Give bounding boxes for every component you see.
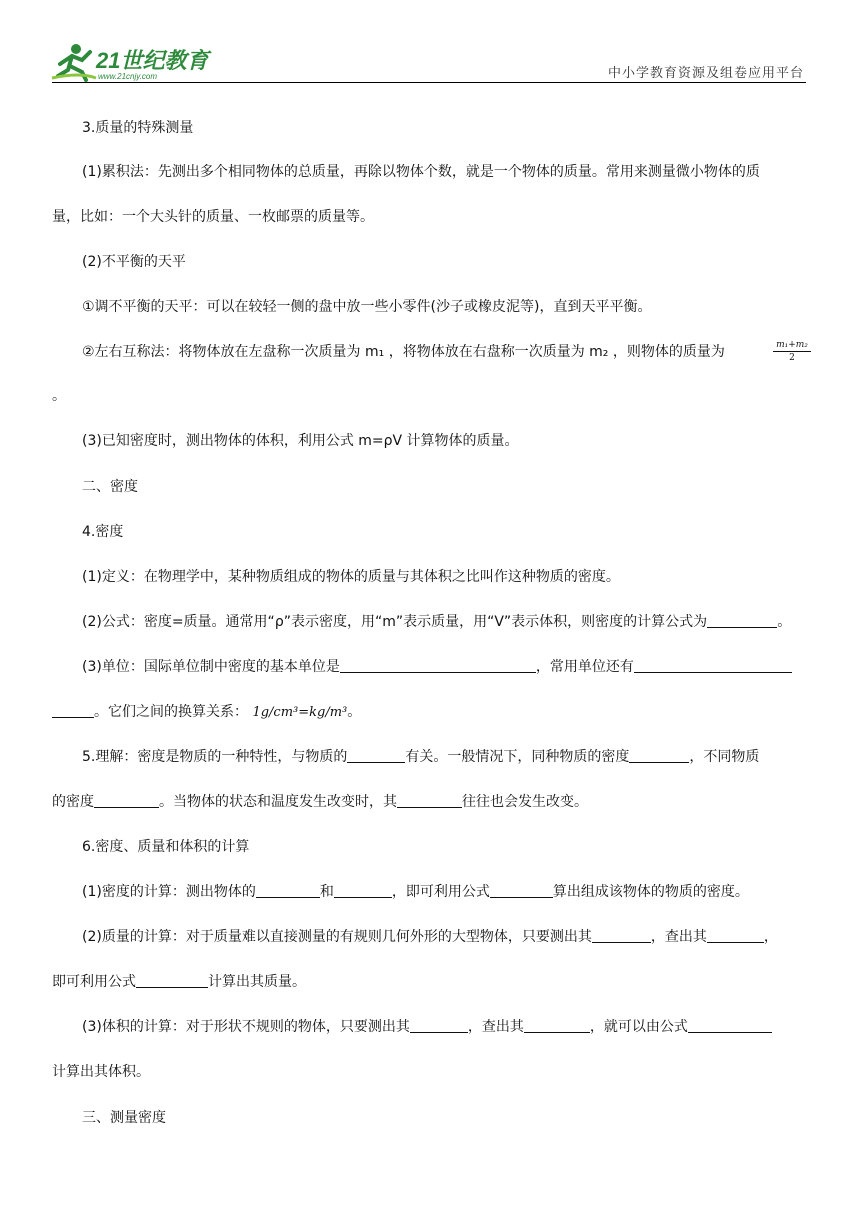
section-6-title: 6.密度、质量和体积的计算 xyxy=(82,839,250,855)
blank-mass-lookup[interactable] xyxy=(707,927,764,943)
blank-common-unit[interactable] xyxy=(634,657,792,673)
runner-icon xyxy=(52,44,96,80)
blank-measure-2[interactable] xyxy=(334,882,392,898)
s3-p3: (3)已知密度时，测出物体的体积，利用公式 m=ρV 计算物体的质量。 xyxy=(82,433,519,449)
blank-changes[interactable] xyxy=(397,792,462,808)
s6-p1-text-2: 和 xyxy=(319,884,334,900)
blank-diff-density[interactable] xyxy=(94,792,159,808)
blank-volume-measure[interactable] xyxy=(410,1017,468,1033)
blank-volume-formula[interactable] xyxy=(688,1017,772,1033)
blank-related[interactable] xyxy=(347,747,405,763)
s3-p1-line2: 量，比如：一个大头针的质量、一枚邮票的质量等。 xyxy=(52,209,374,225)
section-4-title: 4.密度 xyxy=(82,524,124,540)
s4-definition: (1)定义：在物理学中，某种物质组成的物体的质量与其体积之比叫作这种物质的密度。 xyxy=(82,569,620,585)
s3-p2-item1: ①调不平衡的天平：可以在较轻一侧的盘中放一些小零件(沙子或橡皮泥等)，直到天平平衡。 xyxy=(82,299,652,315)
s4-unit-line1 xyxy=(82,657,792,677)
s5-text-5: 。当物体的状态和温度发生改变时，其 xyxy=(159,794,397,810)
blank-mass-measure[interactable] xyxy=(592,927,651,943)
s6-p2-text-2: ，查出其 xyxy=(650,929,707,945)
header-divider xyxy=(52,82,806,83)
conversion-formula: 1g/cm³=kg/m³ xyxy=(252,705,348,720)
s6-p1-text-4: 算出组成该物体的物质的密度。 xyxy=(552,884,749,900)
part-2-heading: 二、密度 xyxy=(82,479,138,495)
blank-formula[interactable] xyxy=(707,612,777,628)
s4-unit-line2 xyxy=(52,702,361,723)
fraction-numerator: m₁+m₂ xyxy=(773,340,811,352)
logo-text: 21世纪教育 xyxy=(96,48,209,73)
s4-unit-mid: ，常用单位还有 xyxy=(535,659,634,675)
s5-text-4: 的密度 xyxy=(52,794,94,810)
blank-mass-formula[interactable] xyxy=(136,972,208,988)
s6-p2-text-1: (2)质量的计算：对于质量难以直接测量的有规则几何外形的大型物体，只要测出其 xyxy=(82,929,592,945)
s6-p1 xyxy=(82,882,749,902)
logo xyxy=(50,42,230,82)
part-3-heading: 三、测量密度 xyxy=(82,1110,166,1126)
fraction-denominator: 2 xyxy=(789,353,795,363)
s6-p3-text-1: (3)体积的计算：对于形状不规则的物体，只要测出其 xyxy=(82,1019,410,1035)
s3-p2-item2: ②左右互称法：将物体放在左盘称一次质量为 m₁ ，将物体放在右盘称一次质量为 m₂ ，则物体的质量为 xyxy=(82,344,725,360)
blank-common-unit-cont[interactable] xyxy=(52,702,94,718)
blank-volume-lookup[interactable] xyxy=(524,1017,590,1033)
s3-p1-line1: (1)累积法：先测出多个相同物体的总质量，再除以物体个数，就是一个物体的质量。常用来测量微小物体的质 xyxy=(82,164,760,180)
platform-name: 中小学教育资源及组卷应用平台 xyxy=(607,66,804,81)
s6-p2-text-5: 计算出其质量。 xyxy=(208,974,306,990)
s5-text-6: 往往也会发生改变。 xyxy=(462,794,588,810)
s6-p2-text-3: ， xyxy=(763,929,778,945)
s4-formula-text: (2)公式：密度=质量。通常用“ρ”表示密度，用“m”表示质量，用“V”表示体积，则密度的计算公式为 xyxy=(82,614,708,630)
s3-p2-heading: (2)不平衡的天平 xyxy=(82,254,186,270)
section-3-title: 3.质量的特殊测量 xyxy=(82,120,194,136)
s4-formula-end: 。 xyxy=(777,614,792,630)
s6-p3-line2: 计算出其体积。 xyxy=(52,1064,150,1080)
s5-text-3: ，不同物质 xyxy=(689,749,760,765)
s5-line2 xyxy=(52,792,588,812)
blank-si-unit[interactable] xyxy=(340,657,536,673)
s5-line1 xyxy=(82,747,759,767)
s4-unit-text: (3)单位：国际单位制中密度的基本单位是 xyxy=(82,659,340,675)
s6-p2-line1 xyxy=(82,927,778,947)
mass-fraction xyxy=(773,340,811,364)
blank-measure-1[interactable] xyxy=(256,882,320,898)
conversion-end: 。 xyxy=(347,704,362,720)
s6-p1-text-3: ，即可利用公式 xyxy=(391,884,490,900)
s6-p3-text-3: ，就可以由公式 xyxy=(589,1019,688,1035)
blank-density-formula[interactable] xyxy=(490,882,553,898)
logo-url: www.21cnjy.com xyxy=(98,72,157,81)
s6-p1-text-1: (1)密度的计算：测出物体的 xyxy=(82,884,256,900)
s6-p2-text-4: 即可利用公式 xyxy=(52,974,136,990)
s5-text-1: 5.理解：密度是物质的一种特性，与物质的 xyxy=(82,749,348,765)
s5-text-2: 有关。一般情况下，同种物质的密度 xyxy=(405,749,630,765)
s4-conversion-text: 。它们之间的换算关系： xyxy=(94,704,248,720)
s4-formula-line xyxy=(82,612,791,632)
s6-p3-line1 xyxy=(82,1017,772,1037)
s3-p2-end: 。 xyxy=(52,388,66,404)
s6-p2-line2 xyxy=(52,972,306,992)
s6-p3-text-2: ，查出其 xyxy=(467,1019,524,1035)
blank-same-density[interactable] xyxy=(629,747,689,763)
page-header xyxy=(50,40,806,82)
